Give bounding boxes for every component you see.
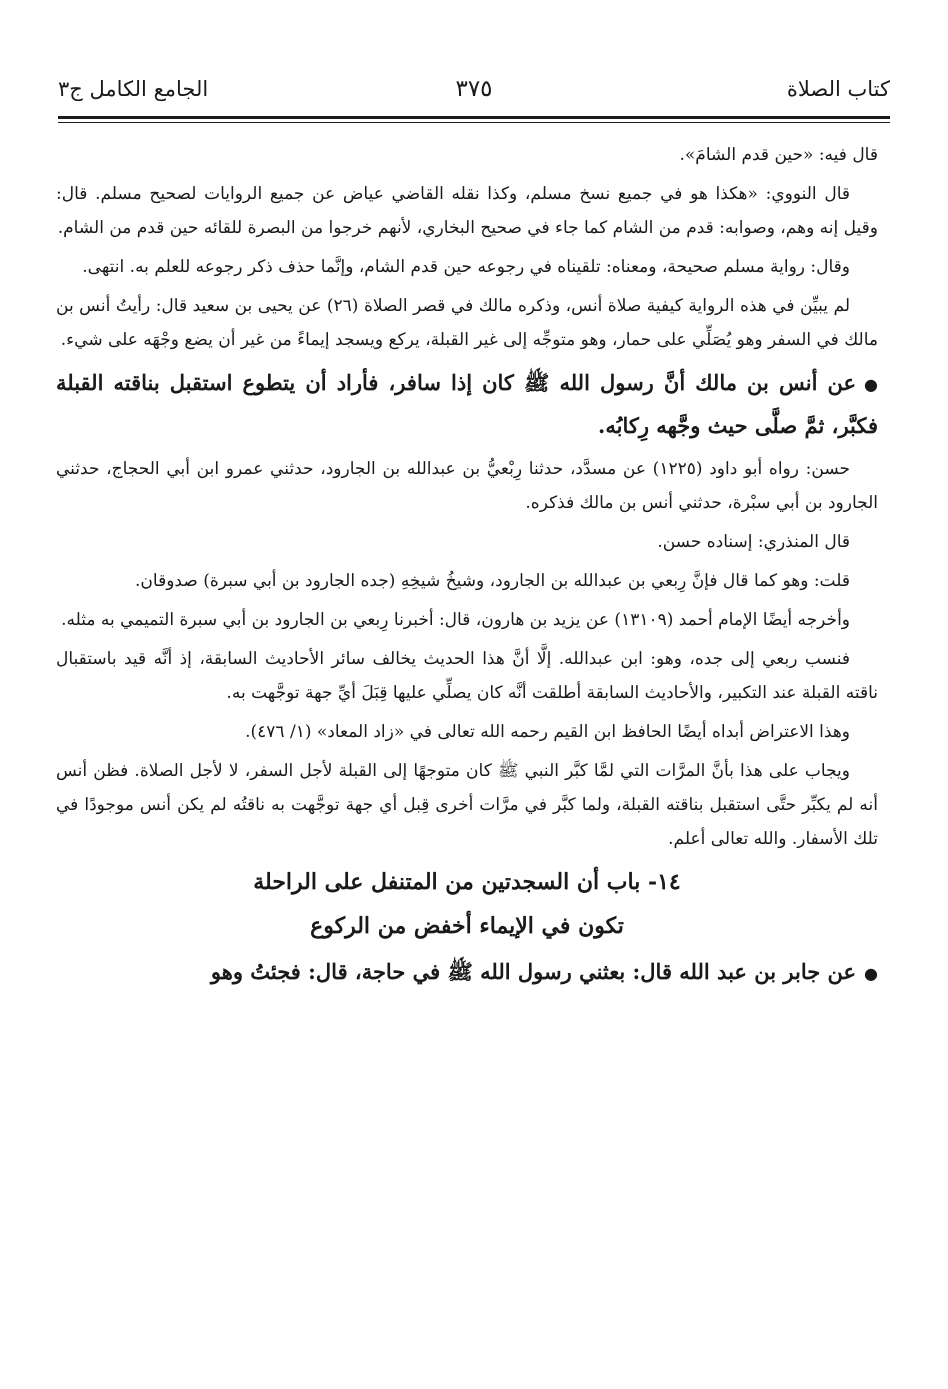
paragraph-1: قال فيه: «حين قدم الشامَ». (679, 145, 878, 165)
paragraph-mundhiri: قال المنذري: إسناده حسن. (657, 532, 850, 552)
paragraph-itiraad: وهذا الاعتراض أبداه أيضًا الحافظ ابن القيم رحمه الله تعالى في «زاد المعاد» (١/ ٤٧٦). (245, 722, 850, 742)
paragraph-3: وقال: رواية مسلم صحيحة، ومعناه: تلقيناه في رجوعه حين قدم الشام، وإنَّما حذف ذكر رجوعه للعلم به. انتهى. (82, 257, 850, 277)
book-title: الجامع الكامل ج٣ (58, 77, 209, 101)
paragraph-takhrij: حسن: رواه أبو داود (١٢٢٥) عن مسدَّد، حدثنا رِبْعيُّ بن عبدالله بن الجارود، حدثني عمرو ابن أبي الحجاج، حدثني الجارود بن أبي سبْرة، حدثني أنس بن مالك فذكره. (56, 459, 878, 513)
page-header (58, 62, 890, 114)
chapter-heading-line-1: ١٤- باب أن السجدتين من المتنفل على الراحلة (253, 869, 681, 895)
page-number: ٣٧٥ (455, 76, 493, 102)
paragraph-ahmad: وأخرجه أيضًا الإمام أحمد (١٣١٠٩) عن يزيد بن هارون، قال: أخبرنا رِبعي بن الجارود بن أبي سبرة التميمي به مثله. (61, 610, 850, 630)
paragraph-nasab: فنسب ربعي إلى جده، وهو: ابن عبدالله. إلَّا أنَّ هذا الحديث يخالف سائر الأحاديث السابقة، إذ أنَّه قيد باستقبال ناقته القبلة عند التكبير، والأحاديث السابقة أطلقت أنَّه كان يصلِّي عليها قِبَلَ أيِّ جهة توجَّهت به. (56, 649, 878, 703)
paragraph-malik: لم يبيِّن في هذه الرواية كيفية صلاة أنس، وذكره مالك في قصر الصلاة (٢٦) عن يحيى بن سعيد قال: رأيتُ أنس بن مالك في السفر وهو يُصَلِّي على حمار، وهو متوجِّه إلى غير القبلة، يركع ويسجد إيماءً من غير أن يضع وجْهَه على شيء. (56, 296, 878, 350)
header-rule-thin (58, 122, 890, 123)
bullet-icon: ● (864, 964, 878, 983)
chapter-heading-line-2: تكون في الإيماء أخفض من الركوع (310, 913, 624, 939)
paragraph-jawab: ويجاب على هذا بأنَّ المرَّات التي لمَّا كبَّر النبي ﷺ كان متوجهًا إلى القبلة لأجل السفر، لا لأجل الصلاة. فظن أنس أنه لم يكبِّر حتَّى استقبل بناقته القبلة، ولما كبَّر في مرَّات أخرى قِبل أي جهة توجَّهت به ناقتُه لم يكن أنس موجودًا في تلك الأسفار. والله تعالى أعلم. (56, 761, 878, 849)
hadith-anas-text: عن أنس بن مالك أنَّ رسول الله ﷺ كان إذا سافر، فأراد أن يتطوع استقبل بناقته القبلة فكبَّر، ثمَّ صلَّى حيث وجَّهه رِكابُه. (56, 370, 878, 438)
page-body (56, 138, 878, 1000)
hadith-anas (56, 362, 878, 446)
paragraph-qultu: قلت: وهو كما قال فإنَّ رِبعي بن عبدالله بن الجارود، وشيخُ شيخِهِ (جده الجارود بن أبي سبرة) صدوقان. (135, 571, 850, 591)
header-rule-thick (58, 116, 890, 119)
bullet-icon: ● (864, 375, 878, 394)
paragraph-nawawi: قال النووي: «هكذا هو في جميع نسخ مسلم، وكذا نقله القاضي عياض عن جميع الروايات لصحيح مسلم. قال: وقيل إنه وهم، وصوابه: قدم من الشام كما جاء في صحيح البخاري، لأنهم خرجوا من البصرة للقائه حين قدم من الشام. (56, 184, 878, 238)
hadith-jabir (56, 951, 878, 994)
book-section-title: كتاب الصلاة (786, 77, 890, 101)
hadith-jabir-text: عن جابر بن عبد الله قال: بعثني رسول الله ﷺ في حاجة، قال: فجئتُ وهو (210, 959, 857, 984)
